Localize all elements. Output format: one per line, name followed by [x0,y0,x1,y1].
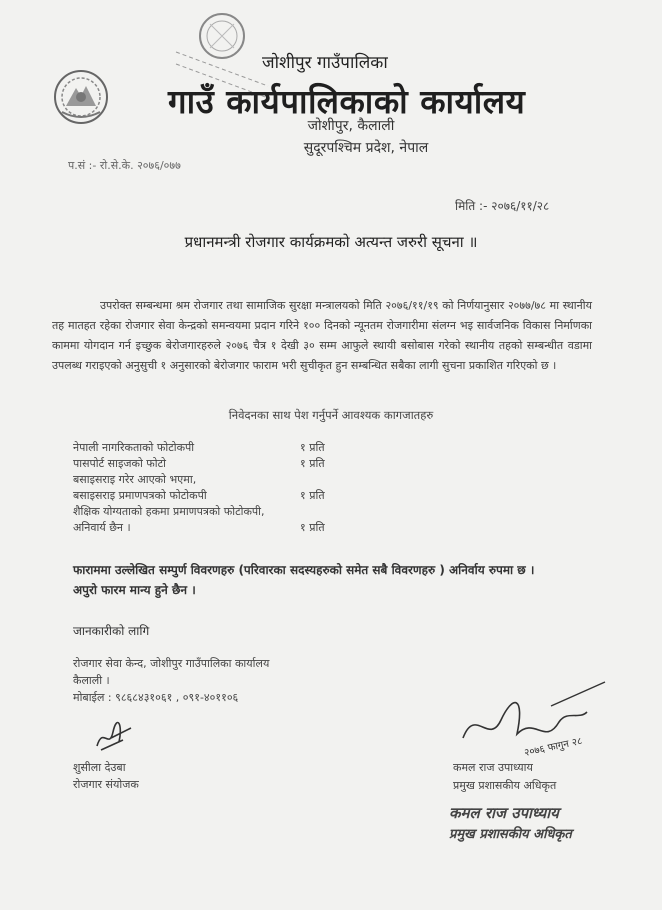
contact-district: कैलाली । [73,674,110,687]
list-item [73,520,393,536]
documents-heading: निवेदनका साथ पेश गर्नुपर्ने आवश्यक कागजातहरु [228,408,434,422]
officer-role: प्रमुख प्रशासकीय अधिकृत [453,779,557,792]
reference-number: प.सं :- रो.से.के. २०७६/०७७ [68,159,181,172]
document-qty: १ प्रति [300,457,325,470]
note-line-1: फाराममा उल्लेखित सम्पुर्ण विवरणहरु (परिवारका सदस्यहरुको समेत सबै विवरणहरु ) अनिर्वाय रुपमा छ । [73,563,535,577]
mandatory-note [73,560,613,600]
document-label: बसाइसराइ गरेर आएको भएमा, [73,473,197,486]
municipality-name: जोशीपुर गाउँपालिका [262,53,388,73]
list-item [73,504,393,520]
officer-signature-icon [455,676,610,764]
list-item [73,456,393,472]
notice-body: उपरोक्त सम्बन्धमा श्रम रोजगार तथा सामाजिक सुरक्षा मन्त्रालयको मिति २०७६/११/१९ को निर्णयानुसार २०७७/७८ मा स्थानीय तह मातहत रहेका रोजगार सेवा केन्द्रको समन्वयमा प्रदान गरिने १०० दिनको न्यूनतम रोजगारीमा संलग्न भइ सार्वजनिक विकास निर्माणका काममा योगदान गर्न इच्छुक बेरोजगारहरुले २०७६ चैत्र १ देखी ३० सम्म आफुले स्थायी बसोबास गरेको स्थानीय तहको सम्बन्धीत वडामा उपलब्ध गराइएको अनुसुची १ अनुसारको बेरोजगार फाराम भरी सुचीकृत हुन सम्बन्धित सबैका लागी सुचना प्रकाशित गरिएको छ । [52,299,592,372]
coordinator-role: रोजगार संयोजक [73,778,139,791]
document-qty: १ प्रति [300,441,325,454]
officer-name: कमल राज उपाध्याय [453,761,533,774]
document-qty: १ प्रति [300,489,325,502]
list-item [73,440,393,456]
document-label: नेपाली नागरिकताको फोटोकपी [73,441,195,454]
info-heading: जानकारीको लागि [73,624,150,638]
list-item [73,488,393,504]
document-label: शैक्षिक योग्यताको हकमा प्रमाणपत्रको फोटोकपी, [73,505,265,518]
contact-office: रोजगार सेवा केन्द, जोशीपुर गाउँपालिका कार्यालय [73,657,270,670]
signature-date: २०७६ फागुन २८ [523,735,584,759]
letter-date: मिति :- २०७६/११/२८ [455,199,550,213]
coordinator-signature-icon [93,720,135,754]
office-title: गाउँ कार्यपालिकाको कार्यालय [168,82,526,121]
contact-mobile: मोबाईल : ९८६८४३१०६१ , ०९१-४०११०६ [73,691,239,704]
document-qty: १ प्रति [300,521,325,534]
coordinator-name: शुसीला देउबा [73,761,126,774]
officer-seal-role: प्रमुख प्रशासकीय अधिकृत [449,827,572,842]
province-line: सुदूरपश्चिम प्रदेश, नेपाल [303,140,429,156]
officer-seal-name: कमल राज उपाध्याय [449,804,559,822]
contact-block [73,655,269,706]
document-label: अनिवार्य छैन । [73,521,131,534]
note-line-2: अपुरो फारम मान्य हुने छैन । [73,583,196,597]
notice-subject: प्रधानमन्त्री रोजगार कार्यक्रमको अत्यन्त जरुरी सूचना ॥ [184,233,478,251]
office-address: जोशीपुर, कैलाली [307,118,395,134]
list-item [73,472,393,488]
documents-list [73,440,393,536]
document-label: बसाइसराइ प्रमाणपत्रको फोटोकपी [73,489,207,502]
document-label: पासपोर्ट साइजको फोटो [73,457,167,470]
